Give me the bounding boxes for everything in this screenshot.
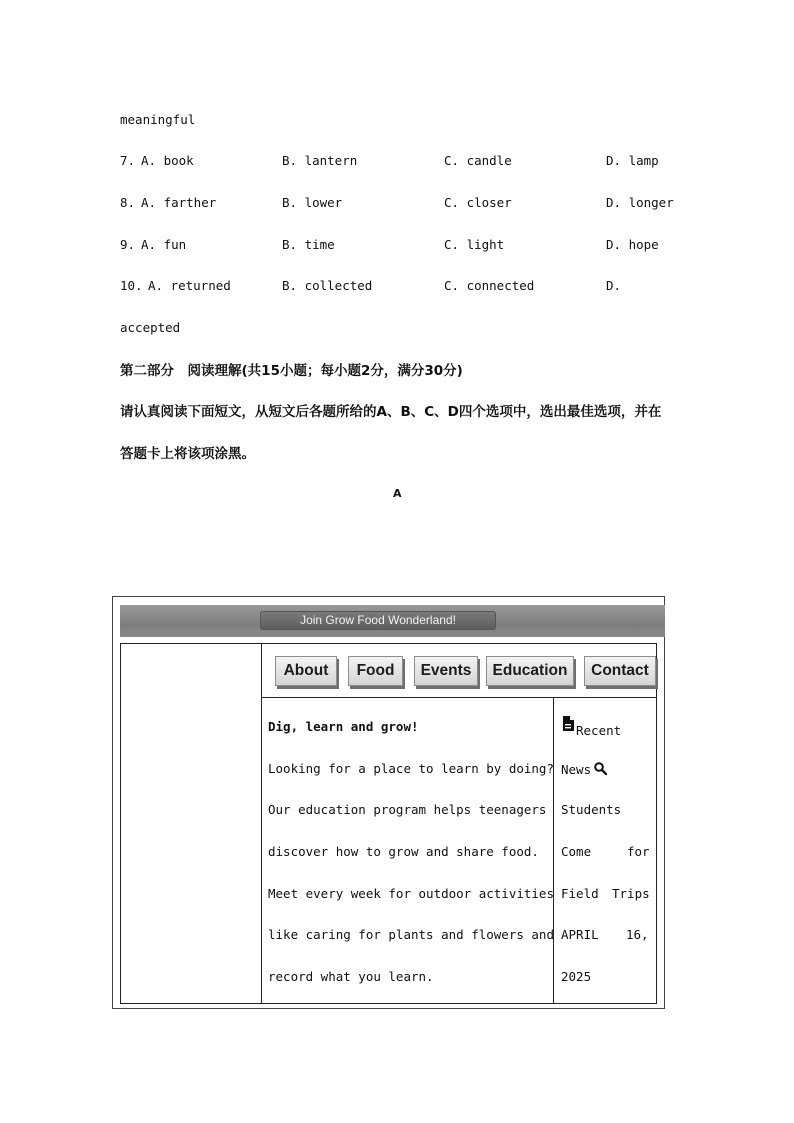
q9-option-a: A. fun bbox=[141, 237, 187, 252]
nav-food-button[interactable]: Food bbox=[348, 656, 403, 686]
main-line-2: Our education program helps teenagers bbox=[268, 802, 547, 817]
carry-over-word: meaningful bbox=[120, 112, 196, 127]
q9-num: 9. bbox=[120, 237, 136, 252]
search-icon[interactable] bbox=[594, 760, 607, 779]
main-line-5: like caring for plants and flowers and bbox=[268, 927, 554, 942]
main-heading: Dig, learn and grow! bbox=[268, 719, 419, 734]
q7-option-c: C. candle bbox=[444, 153, 512, 168]
q8-option-a: A. farther bbox=[141, 195, 217, 210]
left-empty-cell bbox=[120, 643, 262, 1004]
q10-wrap-word: accepted bbox=[120, 320, 181, 335]
main-line-1: Looking for a place to learn by doing? bbox=[268, 761, 554, 776]
q10-option-d: D. bbox=[606, 278, 622, 293]
q10-option-b: B. collected bbox=[282, 278, 373, 293]
q10-option-a: A. returned bbox=[148, 278, 231, 293]
main-line-4: Meet every week for outdoor activities bbox=[268, 886, 554, 901]
nav-about-button[interactable]: About bbox=[275, 656, 337, 686]
document-icon bbox=[562, 716, 574, 735]
q7-option-a: A. book bbox=[141, 153, 194, 168]
sidebar-come: Come bbox=[561, 844, 592, 859]
q7-option-d: D. lamp bbox=[606, 153, 659, 168]
nav-events-button[interactable]: Events bbox=[414, 656, 478, 686]
sidebar-trips: Trips bbox=[612, 886, 650, 901]
sidebar-for: for bbox=[627, 844, 650, 859]
q8-option-d: D. longer bbox=[606, 195, 674, 210]
sidebar-year: 2025 bbox=[561, 969, 592, 984]
q9-option-d: D. hope bbox=[606, 237, 659, 252]
q8-option-b: B. lower bbox=[282, 195, 343, 210]
sidebar-students: Students bbox=[561, 802, 622, 817]
nav-education-button[interactable]: Education bbox=[486, 656, 574, 686]
nav-contact-button[interactable]: Contact bbox=[584, 656, 656, 686]
site-content-table bbox=[261, 643, 657, 1004]
q7-num: 7. bbox=[120, 153, 136, 168]
q8-option-c: C. closer bbox=[444, 195, 512, 210]
main-line-3: discover how to grow and share food. bbox=[268, 844, 539, 859]
sidebar-field: Field bbox=[561, 886, 599, 901]
q8-num: 8. bbox=[120, 195, 136, 210]
q10-num: 10. bbox=[120, 278, 143, 293]
q9-option-c: C. light bbox=[444, 237, 505, 252]
passage-label: A bbox=[393, 487, 402, 500]
q9-option-b: B. time bbox=[282, 237, 335, 252]
section-instruction-line2: 答题卡上将该项涂黑。 bbox=[120, 446, 255, 462]
column-divider bbox=[553, 697, 554, 1004]
sidebar-day: 16, bbox=[626, 927, 649, 942]
sidebar-april: APRIL bbox=[561, 927, 599, 942]
main-line-6: record what you learn. bbox=[268, 969, 434, 984]
nav-bar bbox=[262, 644, 656, 698]
section-instruction-line1: 请认真阅读下面短文，从短文后各题所给的A、B、C、D四个选项中，选出最佳选项，并在 bbox=[120, 404, 662, 420]
site-banner bbox=[120, 605, 665, 637]
q7-option-b: B. lantern bbox=[282, 153, 358, 168]
section-heading: 第二部分 阅读理解(共15小题；每小题2分，满分30分) bbox=[120, 363, 463, 379]
banner-title: Join Grow Food Wonderland! bbox=[260, 611, 496, 630]
q10-option-c: C. connected bbox=[444, 278, 535, 293]
sidebar-recent: Recent bbox=[576, 723, 622, 738]
sidebar-news-link[interactable]: News bbox=[561, 762, 592, 777]
